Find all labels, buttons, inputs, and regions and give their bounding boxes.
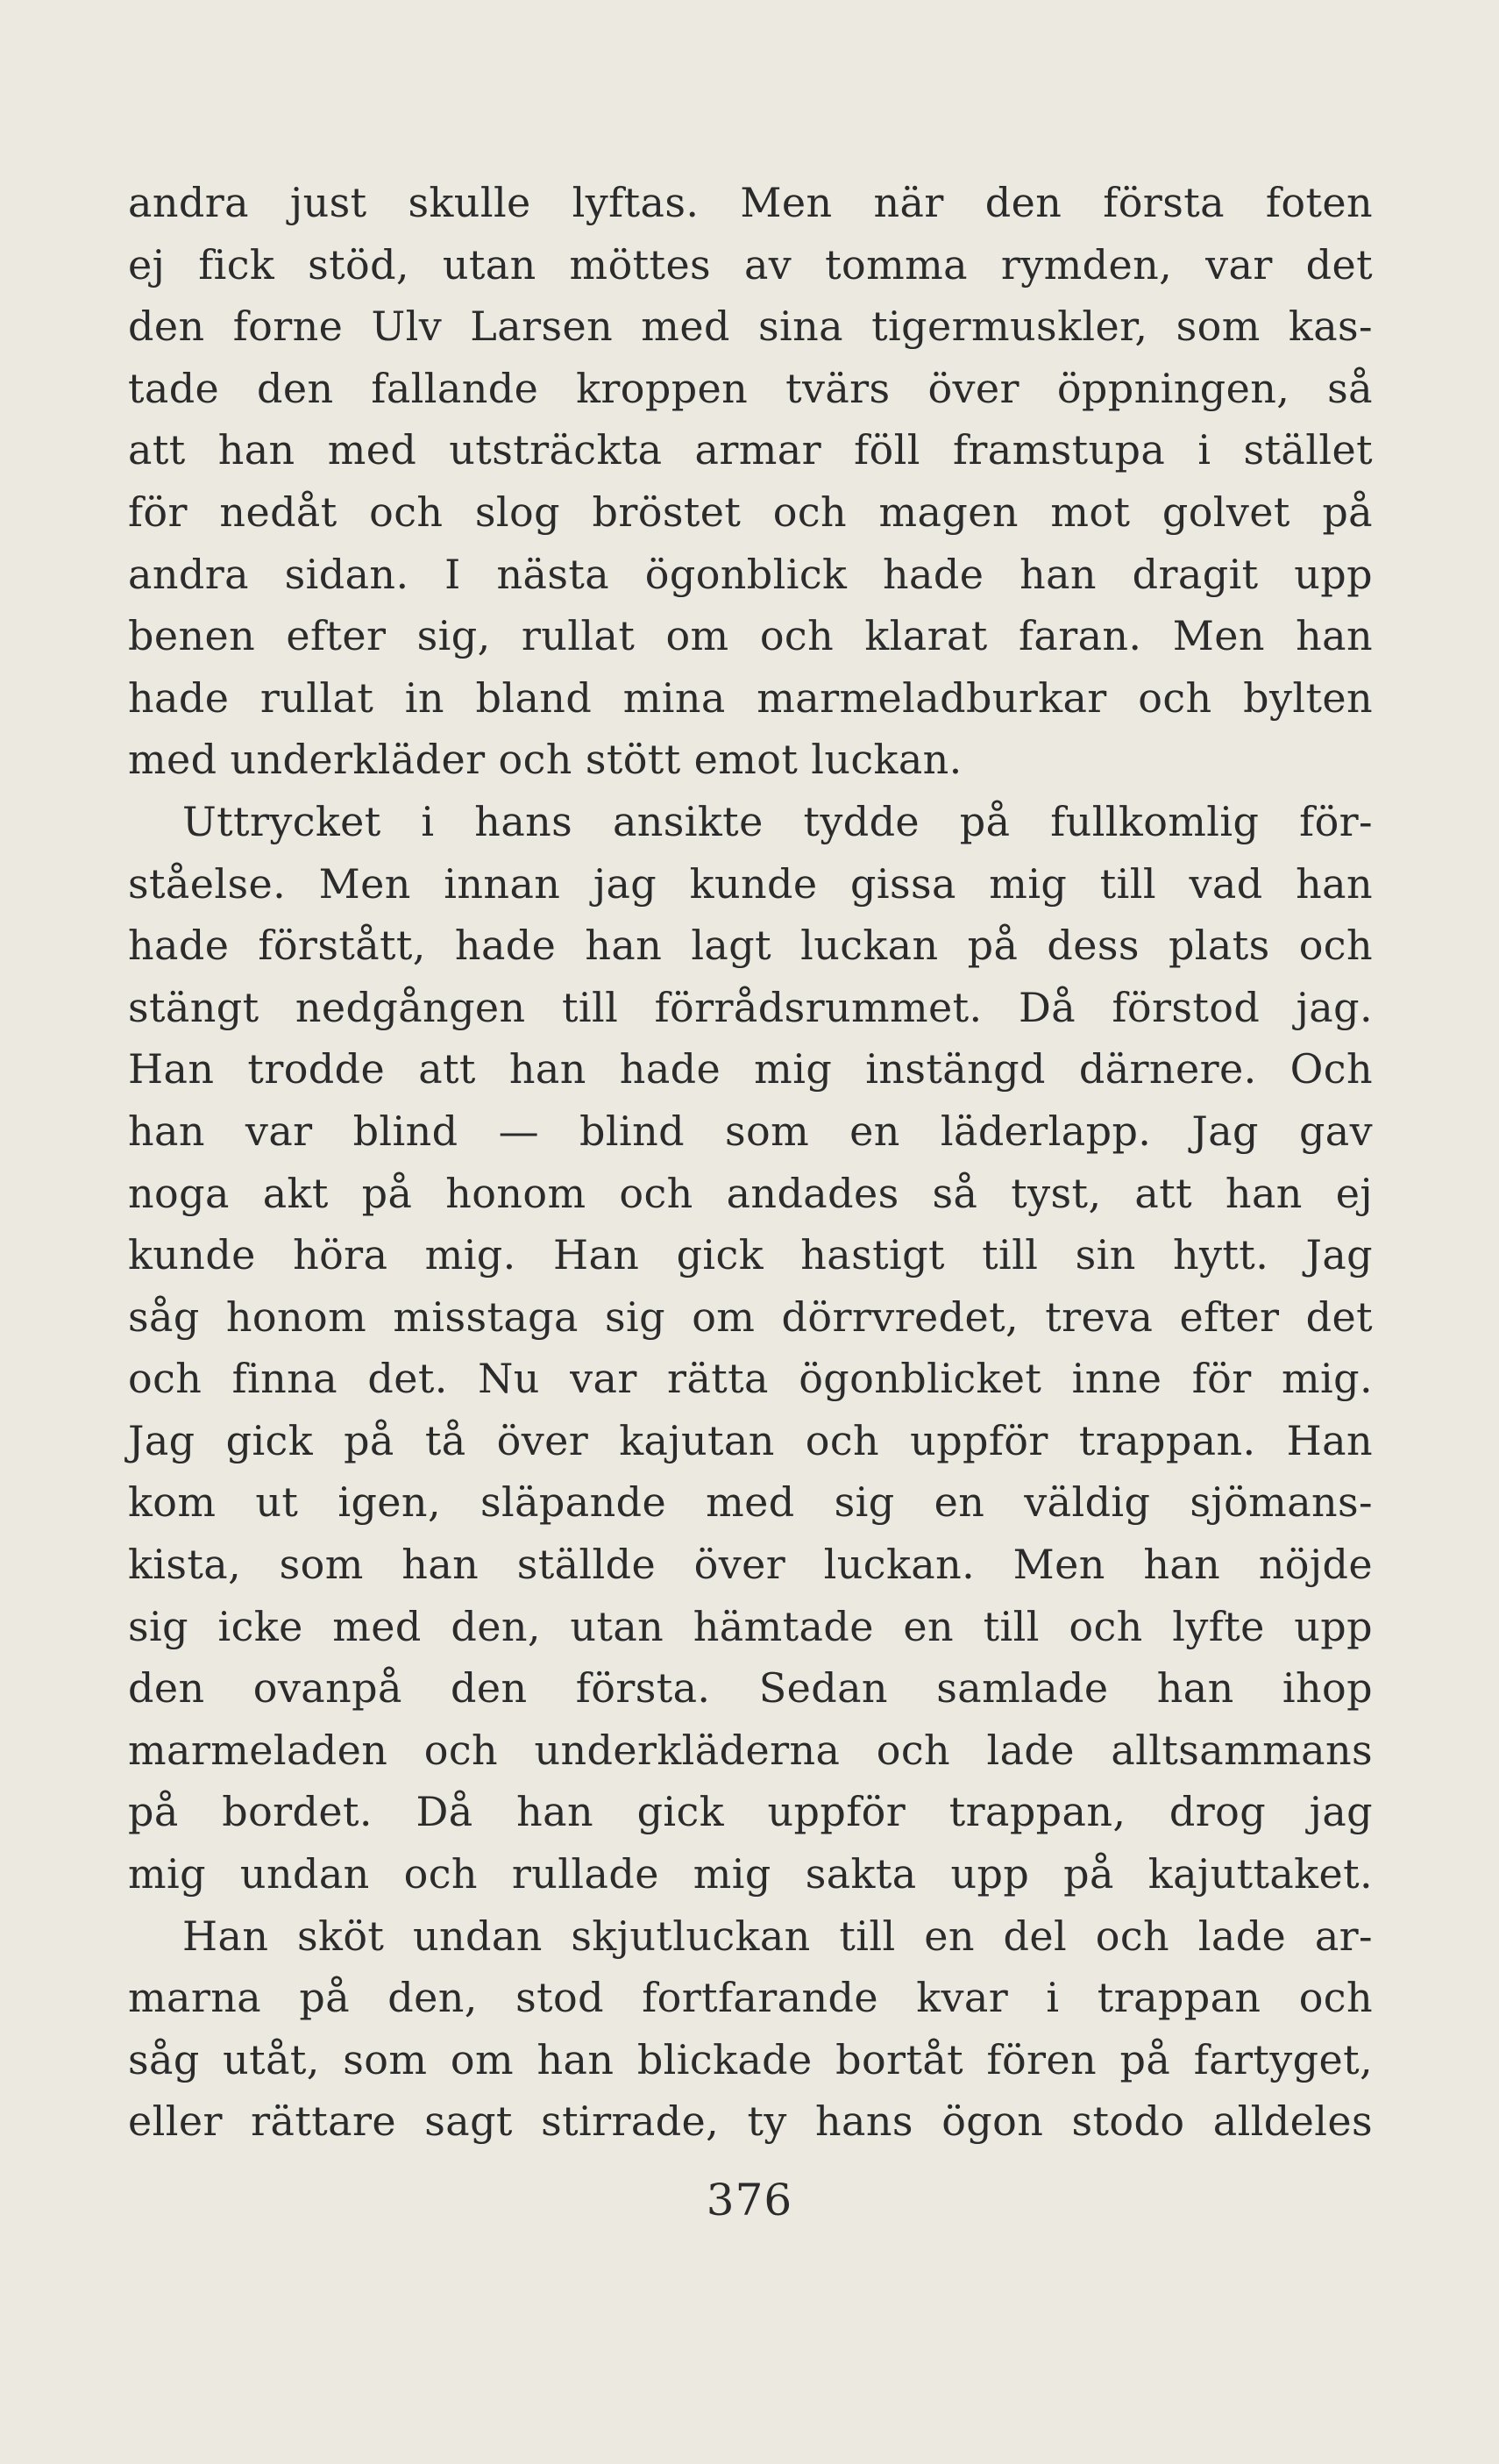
body-text	[128, 172, 1373, 2153]
text-line: kunde höra mig. Han gick hastigt till sin hytt. Jag	[128, 1231, 1373, 1279]
text-line: andra just skulle lyftas. Men när den första foten	[128, 179, 1373, 226]
text-line: för nedåt och slog bröstet och magen mot golvet på	[128, 488, 1373, 536]
paragraph-start-line: Uttrycket i hans ansikte tydde på fullkomlig för-	[182, 797, 1373, 845]
text-line: med underkläder och stött emot luckan.	[128, 736, 963, 784]
text-line: på bordet. Då han gick uppför trappan, drog jag	[128, 1788, 1373, 1836]
text-line: kom ut igen, släpande med sig en väldig sjömans-	[128, 1478, 1373, 1527]
text-line: tade den fallande kroppen tvärs över öppningen, så	[128, 364, 1373, 412]
text-line: Han trodde att han hade mig instängd därnere. Och	[128, 1045, 1373, 1093]
text-line: såg honom misstaga sig om dörrvredet, treva efter det	[128, 1293, 1373, 1341]
text-line: att han med utsträckta armar föll framstupa i stället	[128, 426, 1373, 474]
text-line: eller rättare sagt stirrade, ty hans ögon stodo alldeles	[128, 2097, 1373, 2146]
text-line: och finna det. Nu var rätta ögonblicket inne för mig.	[128, 1355, 1373, 1403]
text-line: hade förstått, hade han lagt luckan på dess plats och	[128, 922, 1373, 970]
text-line: den forne Ulv Larsen med sina tigermuskler, som kas-	[128, 303, 1373, 351]
text-line: benen efter sig, rullat om och klarat faran. Men han	[128, 612, 1373, 660]
text-line: Jag gick på tå över kajutan och uppför trappan. Han	[128, 1416, 1373, 1464]
text-line: kista, som han ställde över luckan. Men han nöjde	[128, 1541, 1373, 1589]
text-line: andra sidan. I nästa ögonblick hade han dragit upp	[128, 550, 1373, 598]
text-line: marna på den, stod fortfarande kvar i trappan och	[128, 1974, 1373, 2022]
paragraph-start-line: Han sköt undan skjutluckan till en del och lade ar-	[182, 1912, 1373, 1960]
text-line: den ovanpå den första. Sedan samlade han ihop	[128, 1664, 1373, 1713]
text-line: ståelse. Men innan jag kunde gissa mig till vad han	[128, 859, 1373, 908]
text-line: såg utåt, som om han blickade bortåt fören på fartyget,	[128, 2035, 1373, 2083]
text-line: stängt nedgången till förrådsrummet. Då förstod jag.	[128, 983, 1373, 1031]
page-number: 376	[706, 2175, 793, 2225]
text-line: sig icke med den, utan hämtade en till och lyfte upp	[128, 1602, 1373, 1650]
text-line: mig undan och rullade mig sakta upp på kajuttaket.	[128, 1850, 1373, 1898]
text-line: noga akt på honom och andades så tyst, att han ej	[128, 1169, 1373, 1217]
text-line: han var blind — blind som en läderlapp. Jag gav	[128, 1107, 1373, 1155]
text-line: marmeladen och underkläderna och lade alltsammans	[128, 1726, 1373, 1774]
text-line: ej fick stöd, utan möttes av tomma rymden, var det	[128, 240, 1373, 288]
text-line: hade rullat in bland mina marmeladburkar och bylten	[128, 673, 1373, 722]
